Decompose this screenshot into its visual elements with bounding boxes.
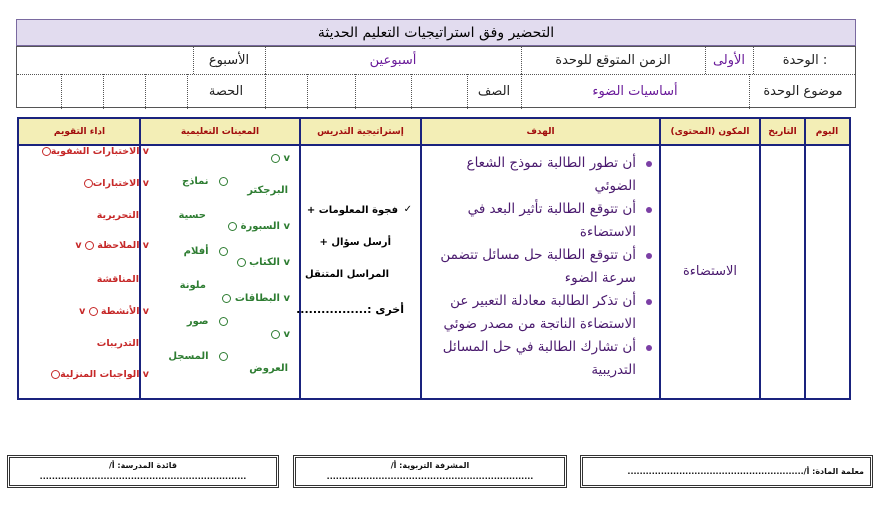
col-strategy: إستراتيجية التدريس [317, 126, 404, 137]
time-label: الزمن المتوقع للوحدة [555, 53, 671, 68]
aid-item: v الكتاب [237, 257, 290, 268]
radio-icon [85, 241, 94, 250]
strategy-item: فجوة المعلومات + [306, 205, 398, 216]
aid-item: حسية [178, 210, 206, 221]
aid-item: المسجل [168, 351, 228, 362]
aid-item: v [271, 153, 290, 164]
aid-item: أفلام [184, 246, 228, 257]
teacher-signature-row: معلمة المادة: أ/.......................................................... [627, 467, 864, 476]
page-title: التحضير وفق استراتيجيات التعليم الحديثة [16, 19, 856, 46]
principal-line: .................................................................... [39, 472, 247, 481]
radio-icon [219, 177, 228, 186]
goal-item: أن تتوقع الطالبة تأثير البعد في الاستضاءة [434, 198, 652, 244]
teacher-signature-box [580, 455, 873, 488]
eval-item: v الأنشطة v [79, 306, 149, 317]
col-day: اليوم [815, 126, 839, 137]
goal-item: أن تطور الطالبة نموذج الشعاع الضوئي [434, 152, 652, 198]
radio-icon [271, 154, 280, 163]
aid-item: نماذج [182, 176, 228, 187]
radio-icon [219, 317, 228, 326]
eval-item: المناقشة [96, 274, 139, 285]
radio-icon [51, 370, 60, 379]
aid-item: v البطاقات [222, 293, 290, 304]
period-label: الحصة [208, 84, 244, 99]
col-date: التاريخ [768, 126, 797, 137]
table-header-row [19, 119, 849, 146]
supervisor-signature-box [293, 455, 567, 488]
time-value: أسبوعين [369, 53, 417, 68]
col-content: المكون (المحتوى) [670, 126, 750, 137]
radio-icon [42, 147, 51, 156]
strategy-item: أرسل سؤال + [319, 237, 391, 248]
strategy-item: أخرى :................. [296, 303, 404, 316]
unit-info-table [16, 46, 856, 108]
aid-item: ملونة [179, 280, 206, 291]
unit-value: الأولى [712, 53, 746, 68]
col-aids: المعينات التعليمية [180, 126, 260, 137]
aid-item: العروض [249, 363, 288, 374]
goals-list [434, 152, 652, 382]
topic-value: أساسيات الضوء [592, 84, 678, 99]
content-cell: الاستضاءة [683, 263, 737, 279]
radio-icon [89, 307, 98, 316]
goal-item: أن تشارك الطالبة في حل المسائل التدريبية [434, 336, 652, 382]
radio-icon [271, 330, 280, 339]
col-evaluation: اداء التقويم [53, 126, 106, 137]
radio-icon [219, 247, 228, 256]
aid-item: v [271, 329, 290, 340]
radio-icon [219, 352, 228, 361]
eval-item: v الملاحظة v [75, 240, 149, 251]
lesson-plan-table [17, 117, 851, 400]
eval-item: v الاختبارات الشفوية [42, 146, 149, 157]
eval-item: التدريبات [96, 338, 139, 349]
goal-item: أن تتوقع الطالبة حل مسائل تتضمن سرعة الضوء [434, 244, 652, 290]
radio-icon [228, 222, 237, 231]
eval-item: التحريرية [96, 210, 139, 221]
aid-item: صور [187, 316, 228, 327]
unit-label: الوحدة : [782, 53, 828, 68]
aid-item: البرجكتر [247, 185, 288, 196]
principal-label: قائدة المدرسة: أ/ [108, 461, 178, 470]
principal-signature-box [7, 455, 279, 488]
radio-icon [84, 179, 93, 188]
supervisor-label: المشرفة التربوية: أ/ [390, 461, 470, 470]
eval-item: v الواجبات المنزلية [51, 369, 149, 380]
eval-item: v الاختبارات [84, 178, 149, 189]
aid-item: v السبورة [228, 221, 290, 232]
check-icon: ✓ [403, 204, 412, 215]
class-label: الصف [477, 84, 511, 99]
supervisor-line: .................................................................... [326, 472, 534, 481]
week-label: الأسبوع [208, 53, 250, 68]
radio-icon [222, 294, 231, 303]
topic-label: موضوع الوحدة [763, 84, 843, 99]
radio-icon [237, 258, 246, 267]
strategy-item: المراسل المتنقل [305, 269, 389, 280]
goal-item: أن تذكر الطالبة معادلة التعبير عن الاستضاءة الناتجة من مصدر ضوئي [434, 290, 652, 336]
col-goal: الهدف [526, 126, 555, 137]
